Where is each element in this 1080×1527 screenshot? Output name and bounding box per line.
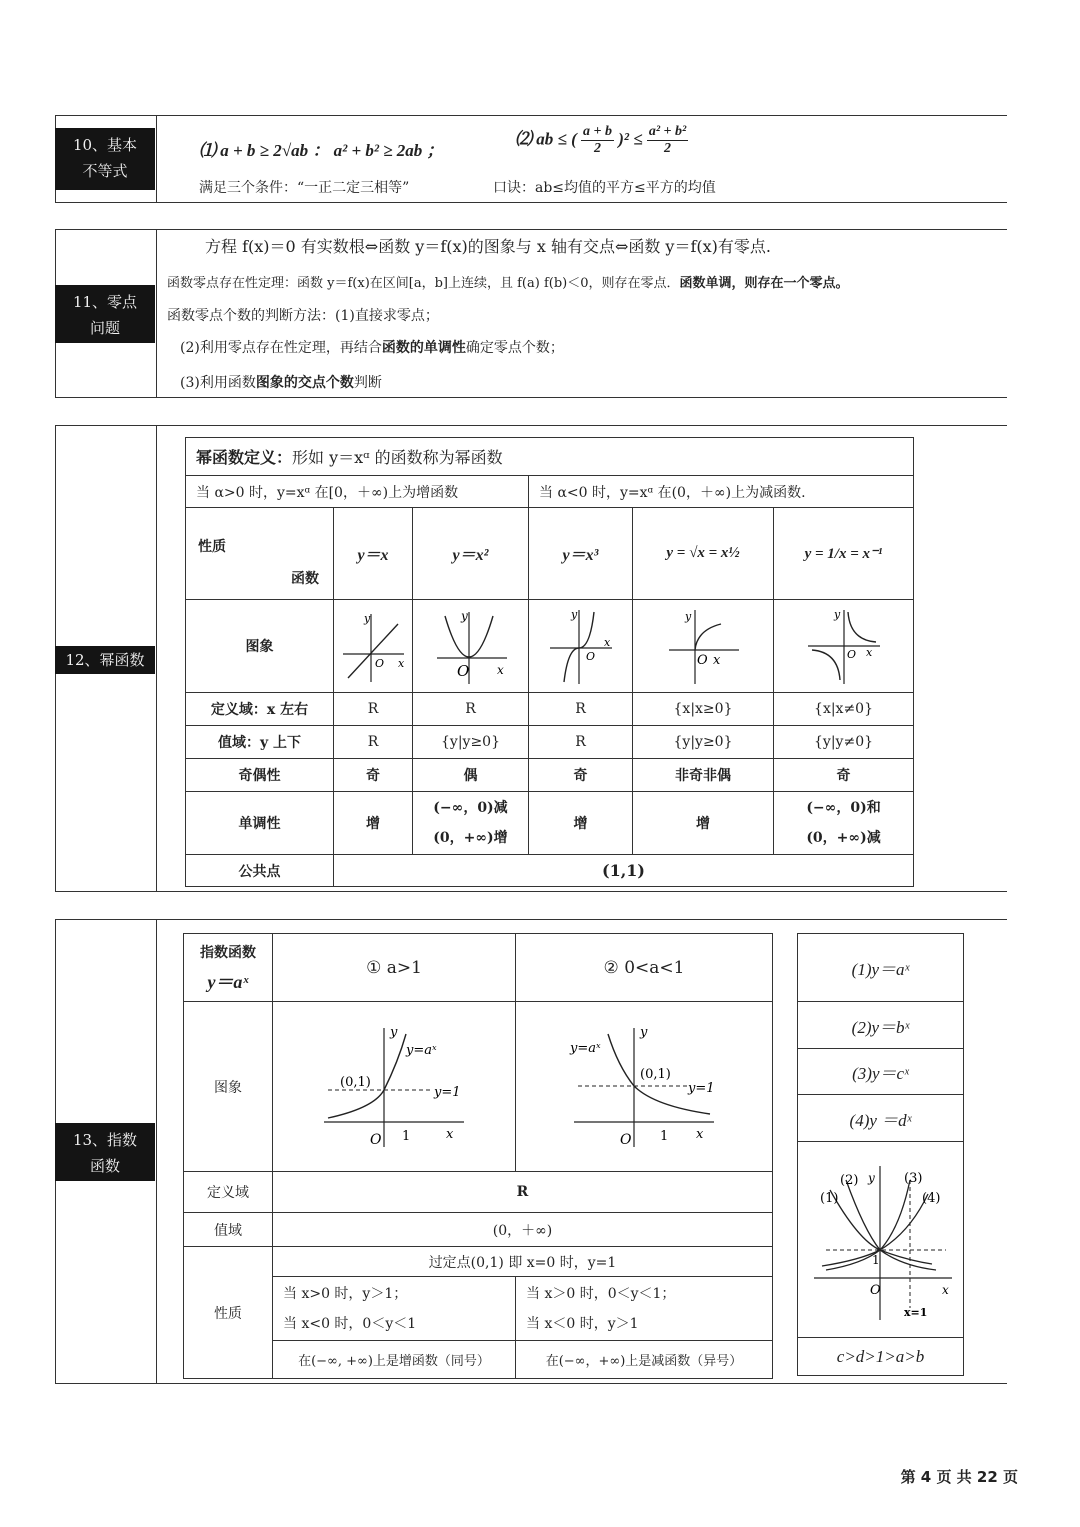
- graph-cell-5: [774, 600, 914, 693]
- axis-x-label: x: [496, 663, 504, 677]
- side-label-1: (1): [819, 1190, 838, 1206]
- exp-domain-label: 定义域: [184, 1172, 273, 1213]
- func-header-5: y = 1/x = x⁻¹: [774, 508, 914, 600]
- origin-label-1: O: [370, 1131, 382, 1148]
- axis-y-label: y: [460, 609, 468, 623]
- axis-y-label: y: [364, 612, 371, 625]
- axis-x-label-1: x: [446, 1126, 454, 1142]
- axis-x-label: x: [603, 636, 610, 649]
- axis-origin-label: O: [846, 648, 856, 661]
- fraction-sq-den: 2: [664, 141, 672, 156]
- power-cond-neg: 当 α<0 时，y=xᵅ 在(0，＋∞)上为减函数.: [529, 476, 914, 508]
- exponential-table: [183, 933, 773, 1379]
- graph-exp-compare: [806, 1150, 956, 1330]
- section-11: [55, 229, 1007, 398]
- side-axis-x: x: [941, 1282, 949, 1297]
- fraction-mean-num: a + b: [583, 124, 612, 139]
- side-label-3: (3): [903, 1170, 922, 1186]
- side-order: c>d>1>a>b: [798, 1338, 964, 1376]
- common-point-label: 公共点: [186, 855, 334, 887]
- count-method-2-a: (2)利用零点存在性定理，再结合: [180, 340, 382, 356]
- exp-prop-dec-cell: [516, 1277, 773, 1341]
- graph-cell-3: [529, 600, 633, 693]
- parity-4: 非奇非偶: [633, 759, 774, 792]
- exp-prop-1a: 当 x>0 时，y＞1；: [283, 1285, 408, 1302]
- section-10-label: 10、基本不等式: [55, 128, 155, 190]
- existence-theorem: [167, 272, 849, 291]
- exp-prop-label: 性质: [184, 1247, 273, 1379]
- corner-cell: [186, 508, 334, 600]
- three-conditions: 满足三个条件：“一正二定三相等”: [199, 180, 410, 196]
- fraction-mean: [581, 124, 614, 157]
- fraction-sq-num: a² + b²: [648, 124, 687, 139]
- graph-label: 图象: [186, 600, 334, 693]
- monotonic-1: 增: [334, 792, 413, 855]
- mnemonic: 口诀：ab≤均值的平方≤平方的均值: [493, 180, 716, 196]
- fraction-square-mean: [647, 124, 688, 157]
- exp-graph-cell-2: [516, 1002, 773, 1172]
- count-method-2-bold: 函数的单调性: [381, 340, 466, 356]
- axis-x-label-2: x: [696, 1126, 704, 1142]
- section-11-label: 11、零点问题: [55, 285, 155, 343]
- line-y1-label-1: y=1: [434, 1084, 461, 1100]
- axis-y-label: y: [833, 608, 840, 621]
- power-def-text: 形如 y＝xᵅ 的函数称为幂函数: [292, 448, 503, 467]
- line-y1-label-2: y=1: [688, 1080, 715, 1096]
- point-label-1: (0,1): [340, 1074, 371, 1090]
- side-origin: O: [869, 1282, 881, 1298]
- corner-prop: 性质: [198, 539, 226, 555]
- monotonic-3: 增: [529, 792, 633, 855]
- count-method-3-c: 判断: [353, 375, 382, 391]
- monotonic-5: (−∞，0)和 (0，+∞)减: [774, 792, 914, 855]
- inequality-1: ⑴ a + b ≥ 2√ab ： a² + b² ≥ 2ab ；: [199, 141, 444, 160]
- monotonic-label: 单调性: [186, 792, 334, 855]
- curve-label-1: y=aˣ: [406, 1042, 437, 1058]
- section-13-label: 13、指数函数: [55, 1123, 155, 1181]
- range-5: {y|y≠0}: [774, 726, 914, 759]
- graph-exp-increasing: [314, 1022, 474, 1152]
- domain-3: R: [529, 693, 633, 726]
- axis-y-label: y: [570, 608, 577, 621]
- graph-reciprocal: [804, 606, 884, 686]
- graph-cubic: [546, 606, 616, 686]
- axis-x-label: x: [398, 657, 405, 670]
- count-method-2-c: 确定零点个数；: [465, 340, 564, 356]
- power-function-table: [185, 437, 914, 887]
- range-4: {y|y≥0}: [633, 726, 774, 759]
- axis-y-label: y: [685, 610, 692, 623]
- case-a-gt-1: ① a>1: [273, 934, 516, 1002]
- exp-graph-label: 图象: [184, 1002, 273, 1172]
- inequality-2-mid: )² ≤: [618, 129, 643, 149]
- section-12-label: 12、幂函数: [55, 646, 155, 674]
- exp-range-value: (0，＋∞): [273, 1213, 773, 1247]
- power-cond-pos: 当 α>0 时，y=xᵅ 在[0，＋∞)上为增函数: [186, 476, 529, 508]
- exp-head-title: 指数函数: [200, 944, 256, 961]
- side-x1-label: x=1: [903, 1305, 927, 1319]
- count-method-1: 函数零点个数的判断方法：(1)直接求零点；: [167, 308, 439, 324]
- page-footer: 第 4 页 共 22 页: [900, 1468, 1018, 1486]
- point-label-2: (0,1): [640, 1066, 671, 1082]
- exp-domain-value: R: [273, 1172, 773, 1213]
- power-def-cell: [186, 438, 914, 476]
- domain-4: {x|x≥0}: [633, 693, 774, 726]
- section-10: [55, 115, 1007, 203]
- fraction-mean-den: 2: [593, 141, 601, 156]
- exp-increasing: 在(−∞, +∞)上是增函数（同号）: [273, 1341, 516, 1379]
- inequality-2: [515, 124, 688, 157]
- exp-graph-cell-1: [273, 1002, 516, 1172]
- exp-head-cell: [184, 934, 273, 1002]
- range-3: R: [529, 726, 633, 759]
- side-graph-cell: [798, 1142, 964, 1338]
- exp-prop-2b: 当 x＜0 时，y＞1: [526, 1315, 639, 1332]
- zero-equivalence: 方程 f(x)＝0 有实数根⇔函数 y＝f(x)的图象与 x 轴有交点⇔函数 y＝f(x)有零点.: [205, 237, 771, 256]
- func-header-4: y = √x = x½: [633, 508, 774, 600]
- count-method-2: [180, 337, 564, 357]
- func-header-3: y＝x³: [529, 508, 633, 600]
- graph-cell-1: [334, 600, 413, 693]
- exp-head-func: y＝aˣ: [207, 971, 249, 992]
- tick-one-1: 1: [402, 1128, 411, 1144]
- side-func-3: (3)y＝cˣ: [798, 1049, 964, 1095]
- graph-sqrt: [663, 606, 743, 686]
- range-2: {y|y≥0}: [413, 726, 529, 759]
- existence-theorem-bold: 函数单调，则存在一个零点。: [679, 276, 849, 291]
- exp-range-label: 值域: [184, 1213, 273, 1247]
- graph-cell-2: [413, 600, 529, 693]
- power-def-bold: 幂函数定义：: [196, 448, 293, 467]
- axis-x-label: x: [865, 646, 872, 659]
- count-method-3-a: (3)利用函数: [180, 375, 256, 391]
- common-point-value: (1,1): [334, 855, 914, 887]
- side-label-2: (2): [839, 1172, 858, 1188]
- range-1: R: [334, 726, 413, 759]
- domain-1: R: [334, 693, 413, 726]
- exp-side-table: [797, 933, 964, 1376]
- range-label: 值域：y 上下: [186, 726, 334, 759]
- side-label-4: (4): [921, 1190, 940, 1206]
- parity-1: 奇: [334, 759, 413, 792]
- curve-label-2: y=aˣ: [570, 1040, 601, 1056]
- parity-2: 偶: [413, 759, 529, 792]
- side-func-2: (2)y＝bˣ: [798, 1002, 964, 1049]
- domain-5: {x|x≠0}: [774, 693, 914, 726]
- domain-label: 定义域：x 左右: [186, 693, 334, 726]
- parity-3: 奇: [529, 759, 633, 792]
- side-axis-y: y: [867, 1170, 875, 1185]
- exp-prop-1b: 当 x<0 时，0＜y＜1: [283, 1315, 417, 1332]
- case-a-lt-1: ② 0<a<1: [516, 934, 773, 1002]
- origin-label-2: O: [620, 1131, 632, 1148]
- axis-origin-label: O: [585, 650, 595, 663]
- graph-square: [431, 606, 511, 686]
- exp-prop-inc-cell: [273, 1277, 516, 1341]
- func-header-1: y＝x: [334, 508, 413, 600]
- existence-theorem-text: 函数零点存在性定理：函数 y＝f(x)在区间[a，b]上连续，且 f(a) f(b)＜0，则存在零点．: [167, 276, 680, 291]
- axis-y-label-2: y: [640, 1024, 648, 1040]
- axis-origin-label: O: [456, 662, 469, 680]
- side-tick-one: 1: [871, 1252, 880, 1267]
- graph-exp-decreasing: [564, 1022, 724, 1152]
- side-func-4: (4)y ＝dˣ: [798, 1095, 964, 1142]
- graph-linear: [338, 606, 408, 686]
- func-header-2: y＝x²: [413, 508, 529, 600]
- axis-y-label: y: [390, 1024, 398, 1040]
- inequality-2-prefix: ⑵ ab ≤ (: [515, 129, 577, 149]
- corner-func: 函数: [291, 571, 319, 587]
- axis-x-label: x: [713, 653, 721, 668]
- parity-5: 奇: [774, 759, 914, 792]
- monotonic-4: 增: [633, 792, 774, 855]
- exp-prop-2a: 当 x＞0 时，0＜y＜1；: [526, 1285, 676, 1302]
- count-method-3-bold: 图象的交点个数: [255, 375, 354, 391]
- domain-2: R: [413, 693, 529, 726]
- exp-fixed-point: 过定点(0,1) 即 x=0 时，y=1: [273, 1247, 773, 1277]
- axis-origin-label: O: [375, 657, 385, 670]
- side-func-1: (1)y＝aˣ: [798, 934, 964, 1002]
- count-method-3: [180, 372, 382, 392]
- parity-label: 奇偶性: [186, 759, 334, 792]
- graph-cell-4: [633, 600, 774, 693]
- tick-one-2: 1: [660, 1128, 669, 1144]
- monotonic-2: (−∞，0)减 (0，+∞)增: [413, 792, 529, 855]
- exp-decreasing: 在(−∞，+∞)上是减函数（异号）: [516, 1341, 773, 1379]
- axis-origin-label: O: [697, 653, 708, 668]
